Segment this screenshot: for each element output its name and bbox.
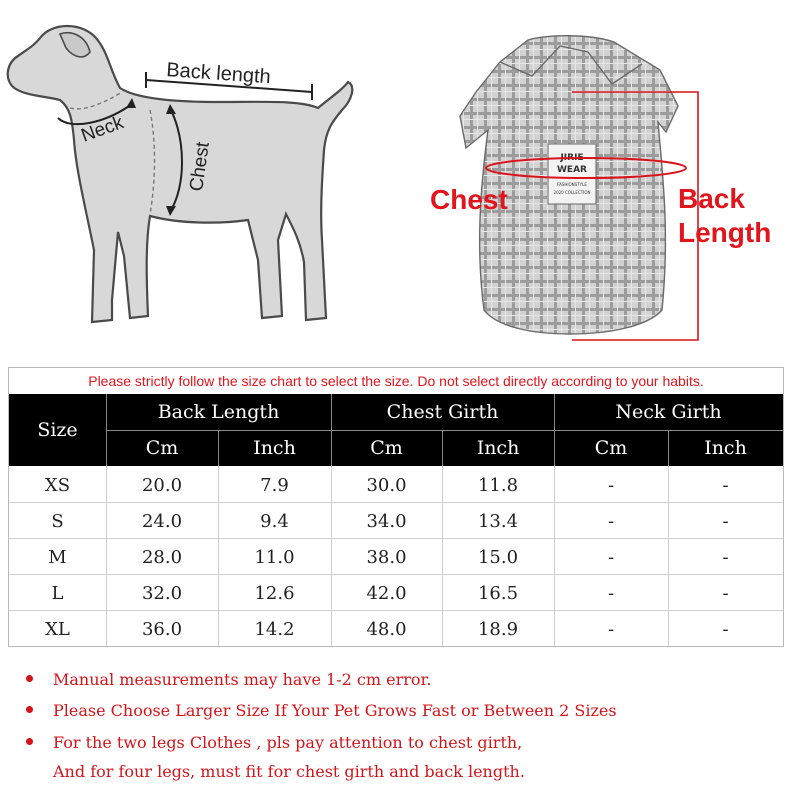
row-divider	[9, 538, 783, 539]
tag-line-2: WEAR	[557, 165, 587, 175]
row-divider	[9, 574, 783, 575]
value-cell: 28.0	[141, 546, 183, 568]
note-item	[26, 670, 431, 689]
neck-label: Neck	[78, 112, 127, 147]
value-cell: -	[722, 618, 729, 640]
value-cell: -	[607, 618, 615, 640]
value-cell: -	[722, 474, 729, 496]
note-text: And for four legs, must fit for chest girth and back length.	[53, 762, 525, 781]
value-cell: 11.8	[477, 474, 519, 496]
size-warning: Please strictly follow the size chart to select the size. Do not select directly according to your habits.	[88, 373, 704, 389]
chest-girth-inch-header: Inch	[476, 437, 520, 459]
table-row	[9, 539, 783, 575]
header-divider	[106, 430, 783, 431]
bullet-dot-icon	[26, 675, 33, 682]
value-cell: 48.0	[366, 618, 407, 640]
tag-line-1: JIRIE	[560, 153, 584, 163]
table-row	[9, 467, 783, 503]
value-cell: 36.0	[141, 618, 183, 640]
chest-label: Chest	[186, 140, 214, 193]
column-divider	[668, 466, 669, 646]
value-cell: 12.6	[254, 582, 295, 604]
neck-girth-cm-header: Cm	[594, 437, 628, 459]
shirt-back-label-1: Back	[678, 183, 745, 214]
value-cell: 14.2	[254, 618, 295, 640]
header-divider	[668, 430, 669, 466]
shirt-back-label-2: Length	[678, 217, 772, 248]
size-cell: L	[51, 582, 64, 604]
value-cell: -	[607, 582, 615, 604]
note-text: Please Choose Larger Size If Your Pet Grows Fast or Between 2 Sizes	[53, 701, 617, 720]
size-cell: XS	[44, 474, 71, 496]
value-cell: 42.0	[366, 582, 407, 604]
header-divider	[218, 430, 219, 466]
column-divider	[331, 466, 332, 646]
size-header: Size	[37, 419, 78, 441]
value-cell: 15.0	[477, 546, 519, 568]
header-divider	[442, 430, 443, 466]
note-text: Manual measurements may have 1-2 cm error.	[53, 670, 432, 689]
row-divider	[9, 502, 783, 503]
table-row	[9, 611, 783, 647]
dog-measurement-diagram	[0, 0, 400, 355]
value-cell: 24.0	[141, 510, 183, 532]
value-cell: 18.9	[477, 618, 519, 640]
table-row	[9, 575, 783, 611]
chest-girth-header: Chest Girth	[386, 401, 499, 423]
back-length-label: Back length	[165, 59, 272, 89]
value-cell: -	[607, 474, 615, 496]
neck-girth-header: Neck Girth	[615, 401, 722, 423]
back-length-inch-header: Inch	[253, 437, 296, 459]
shirt-chest-label: Chest	[430, 184, 508, 215]
value-cell: 20.0	[141, 474, 183, 496]
value-cell: -	[722, 582, 729, 604]
value-cell: 13.4	[477, 510, 519, 532]
value-cell: -	[607, 546, 615, 568]
tag-line-4: 2020 COLLECTION	[553, 190, 591, 195]
value-cell: 30.0	[366, 474, 407, 496]
value-cell: -	[722, 546, 729, 568]
tag-line-3: FASHIONSTYLE	[557, 182, 587, 187]
value-cell: 16.5	[477, 582, 519, 604]
note-item	[26, 701, 617, 720]
note-item-continued	[53, 762, 525, 781]
bullet-dot-icon	[26, 706, 33, 713]
back-length-cm-header: Cm	[145, 437, 179, 459]
value-cell: 32.0	[141, 582, 183, 604]
value-cell: 11.0	[254, 546, 295, 568]
bullet-dot-icon	[26, 738, 33, 745]
size-cell: S	[51, 510, 64, 532]
size-chart-table	[8, 367, 784, 647]
chest-girth-cm-header: Cm	[370, 437, 403, 459]
back-length-header: Back Length	[157, 401, 280, 423]
value-cell: -	[722, 510, 729, 532]
note-item	[26, 733, 522, 752]
column-divider	[106, 466, 107, 646]
value-cell: 38.0	[366, 546, 407, 568]
value-cell: 9.4	[260, 510, 289, 532]
size-cell: M	[48, 546, 67, 568]
value-cell: 7.9	[260, 474, 289, 496]
neck-girth-inch-header: Inch	[704, 437, 747, 459]
table-row	[9, 503, 783, 539]
value-cell: 34.0	[366, 510, 407, 532]
column-divider	[218, 466, 219, 646]
column-divider	[554, 466, 555, 646]
table-header	[9, 394, 783, 466]
value-cell: -	[607, 510, 615, 532]
column-divider	[442, 466, 443, 646]
note-text: For the two legs Clothes , pls pay attention to chest girth,	[53, 733, 523, 752]
shirt-measurement-diagram	[400, 0, 800, 355]
size-cell: XL	[45, 618, 70, 640]
row-divider	[9, 610, 783, 611]
